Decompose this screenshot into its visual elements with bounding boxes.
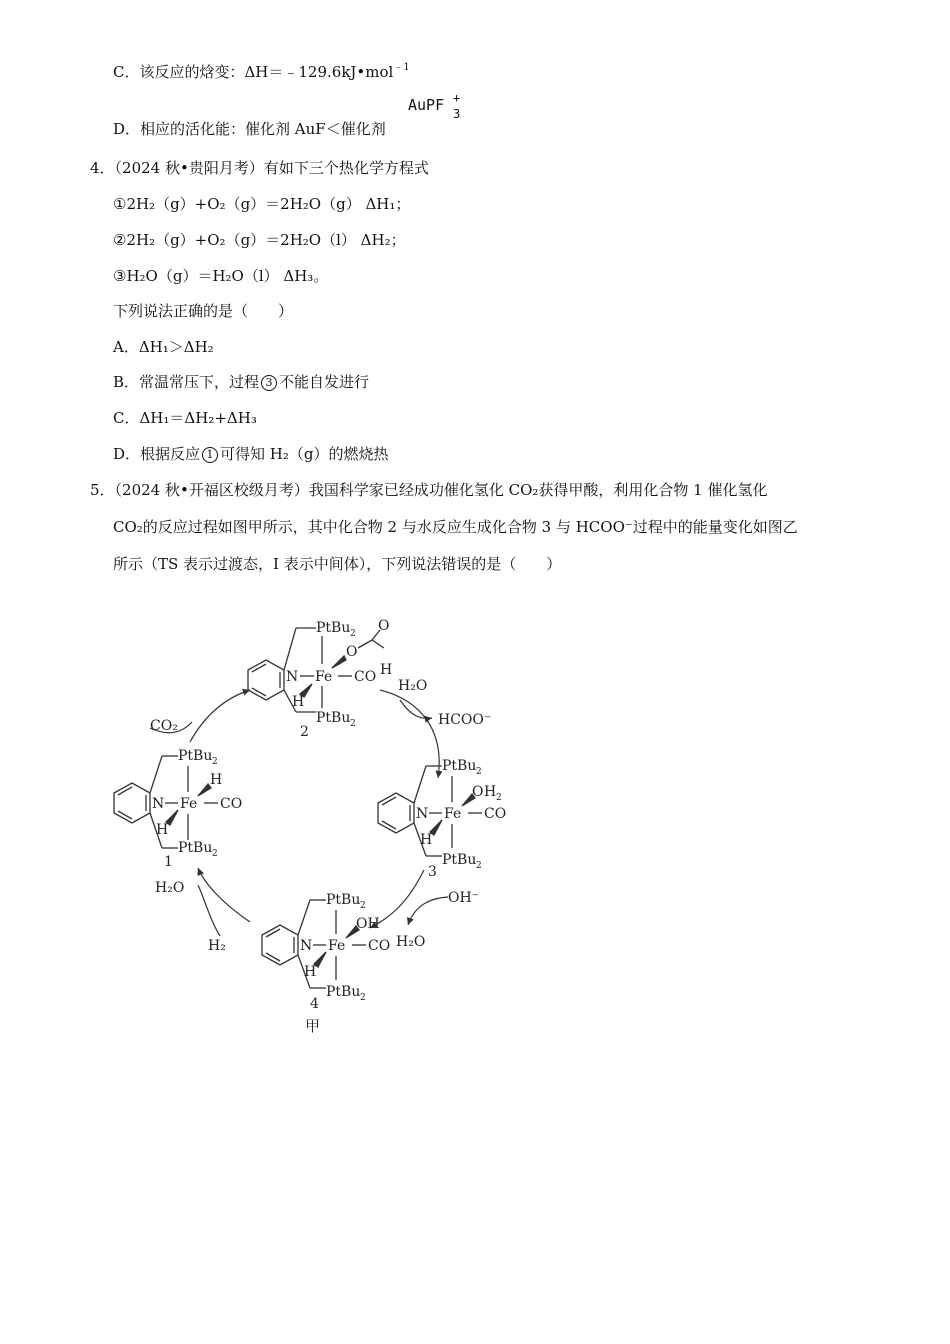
q4-prompt: 下列说法正确的是（ ） [113,302,294,320]
svg-text:PtBu: PtBu [442,758,477,774]
q3-option-d: D．相应的活化能：催化剂 AuF＜催化剂 [113,120,386,138]
svg-text:H: H [210,772,223,788]
svg-text:PtBu: PtBu [326,984,361,1000]
svg-text:PtBu: PtBu [178,748,213,764]
svg-text:H₂: H₂ [208,938,226,954]
svg-text:2: 2 [350,719,356,729]
svg-text:2: 2 [212,849,218,859]
q4-stem: 4．（2024 秋•贵阳月考）有如下三个热化学方程式 [90,159,429,177]
q4-equation-1: ①2H₂（g）+O₂（g）＝2H₂O（g） ΔH₁； [113,195,411,213]
circled-number: 1 [202,447,218,463]
circled-number: 3 [261,375,277,391]
q3-option-c: C．该反应的焓变：ΔH＝﹣129.6kJ•mol$^{﹣1}$ [113,62,410,81]
svg-text:N: N [300,938,313,954]
svg-text:PtBu: PtBu [178,840,213,856]
q4-option-d: D．根据反应 1 可得知 H₂（g）的燃烧热 [113,445,389,463]
svg-text:O: O [346,644,358,660]
svg-text:PtBu: PtBu [326,892,361,908]
q5-stem-line3: 所示（TS 表示过渡态，I 表示中间体），下列说法错误的是（ ） [113,555,562,573]
svg-text:H₂O: H₂O [155,880,185,896]
svg-text:H: H [420,832,433,848]
svg-text:Fe: Fe [328,938,346,954]
svg-text:Fe: Fe [180,796,198,812]
q5-stem-line1: 5．（2024 秋•开福区校级月考）我国科学家已经成功催化氢化 CO₂获得甲酸，利用化合物 1 催化氢化 [90,481,768,499]
aupf-formula: AuPF + 3 [408,91,461,121]
svg-text:HCOO⁻: HCOO⁻ [438,712,492,728]
svg-text:PtBu: PtBu [442,852,477,868]
svg-text:CO₂: CO₂ [150,718,178,734]
q4-equation-3: ③H₂O（g）＝H₂O（l） ΔH₃。 [113,267,329,285]
svg-text:OH: OH [356,916,380,932]
complex-2-labels [286,618,392,740]
svg-text:1: 1 [164,854,173,870]
q5-stem-line2: CO₂的反应过程如图甲所示，其中化合物 2 与水反应生成化合物 3 与 HCOO⁻过程中的能量变化如图乙 [113,518,798,536]
svg-text:3: 3 [428,864,437,880]
svg-text:2: 2 [476,861,482,871]
svg-text:H₂O: H₂O [398,678,428,694]
figure-caption: 甲 [305,1017,321,1035]
q4-option-a: A．ΔH₁＞ΔH₂ [113,338,214,356]
svg-text:N: N [416,806,429,822]
svg-text:PtBu: PtBu [316,710,351,726]
svg-text:CO: CO [484,806,507,822]
svg-text:4: 4 [310,996,319,1012]
svg-text:PtBu: PtBu [316,620,351,636]
svg-text:H: H [484,784,497,800]
svg-text:OH⁻: OH⁻ [448,890,480,906]
complex-3-labels [416,758,506,880]
svg-text:2: 2 [476,767,482,777]
svg-text:2: 2 [496,793,502,803]
svg-text:H: H [380,662,393,678]
svg-text:O: O [378,618,390,634]
complex-4-labels [300,892,390,1012]
svg-text:CO: CO [354,669,377,685]
cycle-arrows [150,690,448,936]
svg-text:H₂O: H₂O [396,934,426,950]
q4-option-c: C．ΔH₁＝ΔH₂+ΔH₃ [113,409,257,427]
svg-text:2: 2 [350,629,356,639]
svg-text:O: O [472,784,484,800]
svg-text:Fe: Fe [315,669,333,685]
svg-text:2: 2 [212,757,218,767]
q4-equation-2: ②2H₂（g）+O₂（g）＝2H₂O（l） ΔH₂； [113,231,406,249]
svg-text:2: 2 [360,901,366,911]
svg-text:H: H [304,964,317,980]
svg-text:H: H [156,822,169,838]
q4-option-b: B．常温常压下，过程 3 不能自发进行 [113,373,370,391]
svg-text:N: N [286,669,299,685]
svg-text:H: H [292,694,305,710]
svg-text:2: 2 [300,724,309,740]
svg-text:N: N [152,796,165,812]
svg-text:CO: CO [368,938,391,954]
svg-text:2: 2 [360,993,366,1003]
svg-text:CO: CO [220,796,243,812]
complex-1-labels [152,748,242,870]
svg-text:Fe: Fe [444,806,462,822]
